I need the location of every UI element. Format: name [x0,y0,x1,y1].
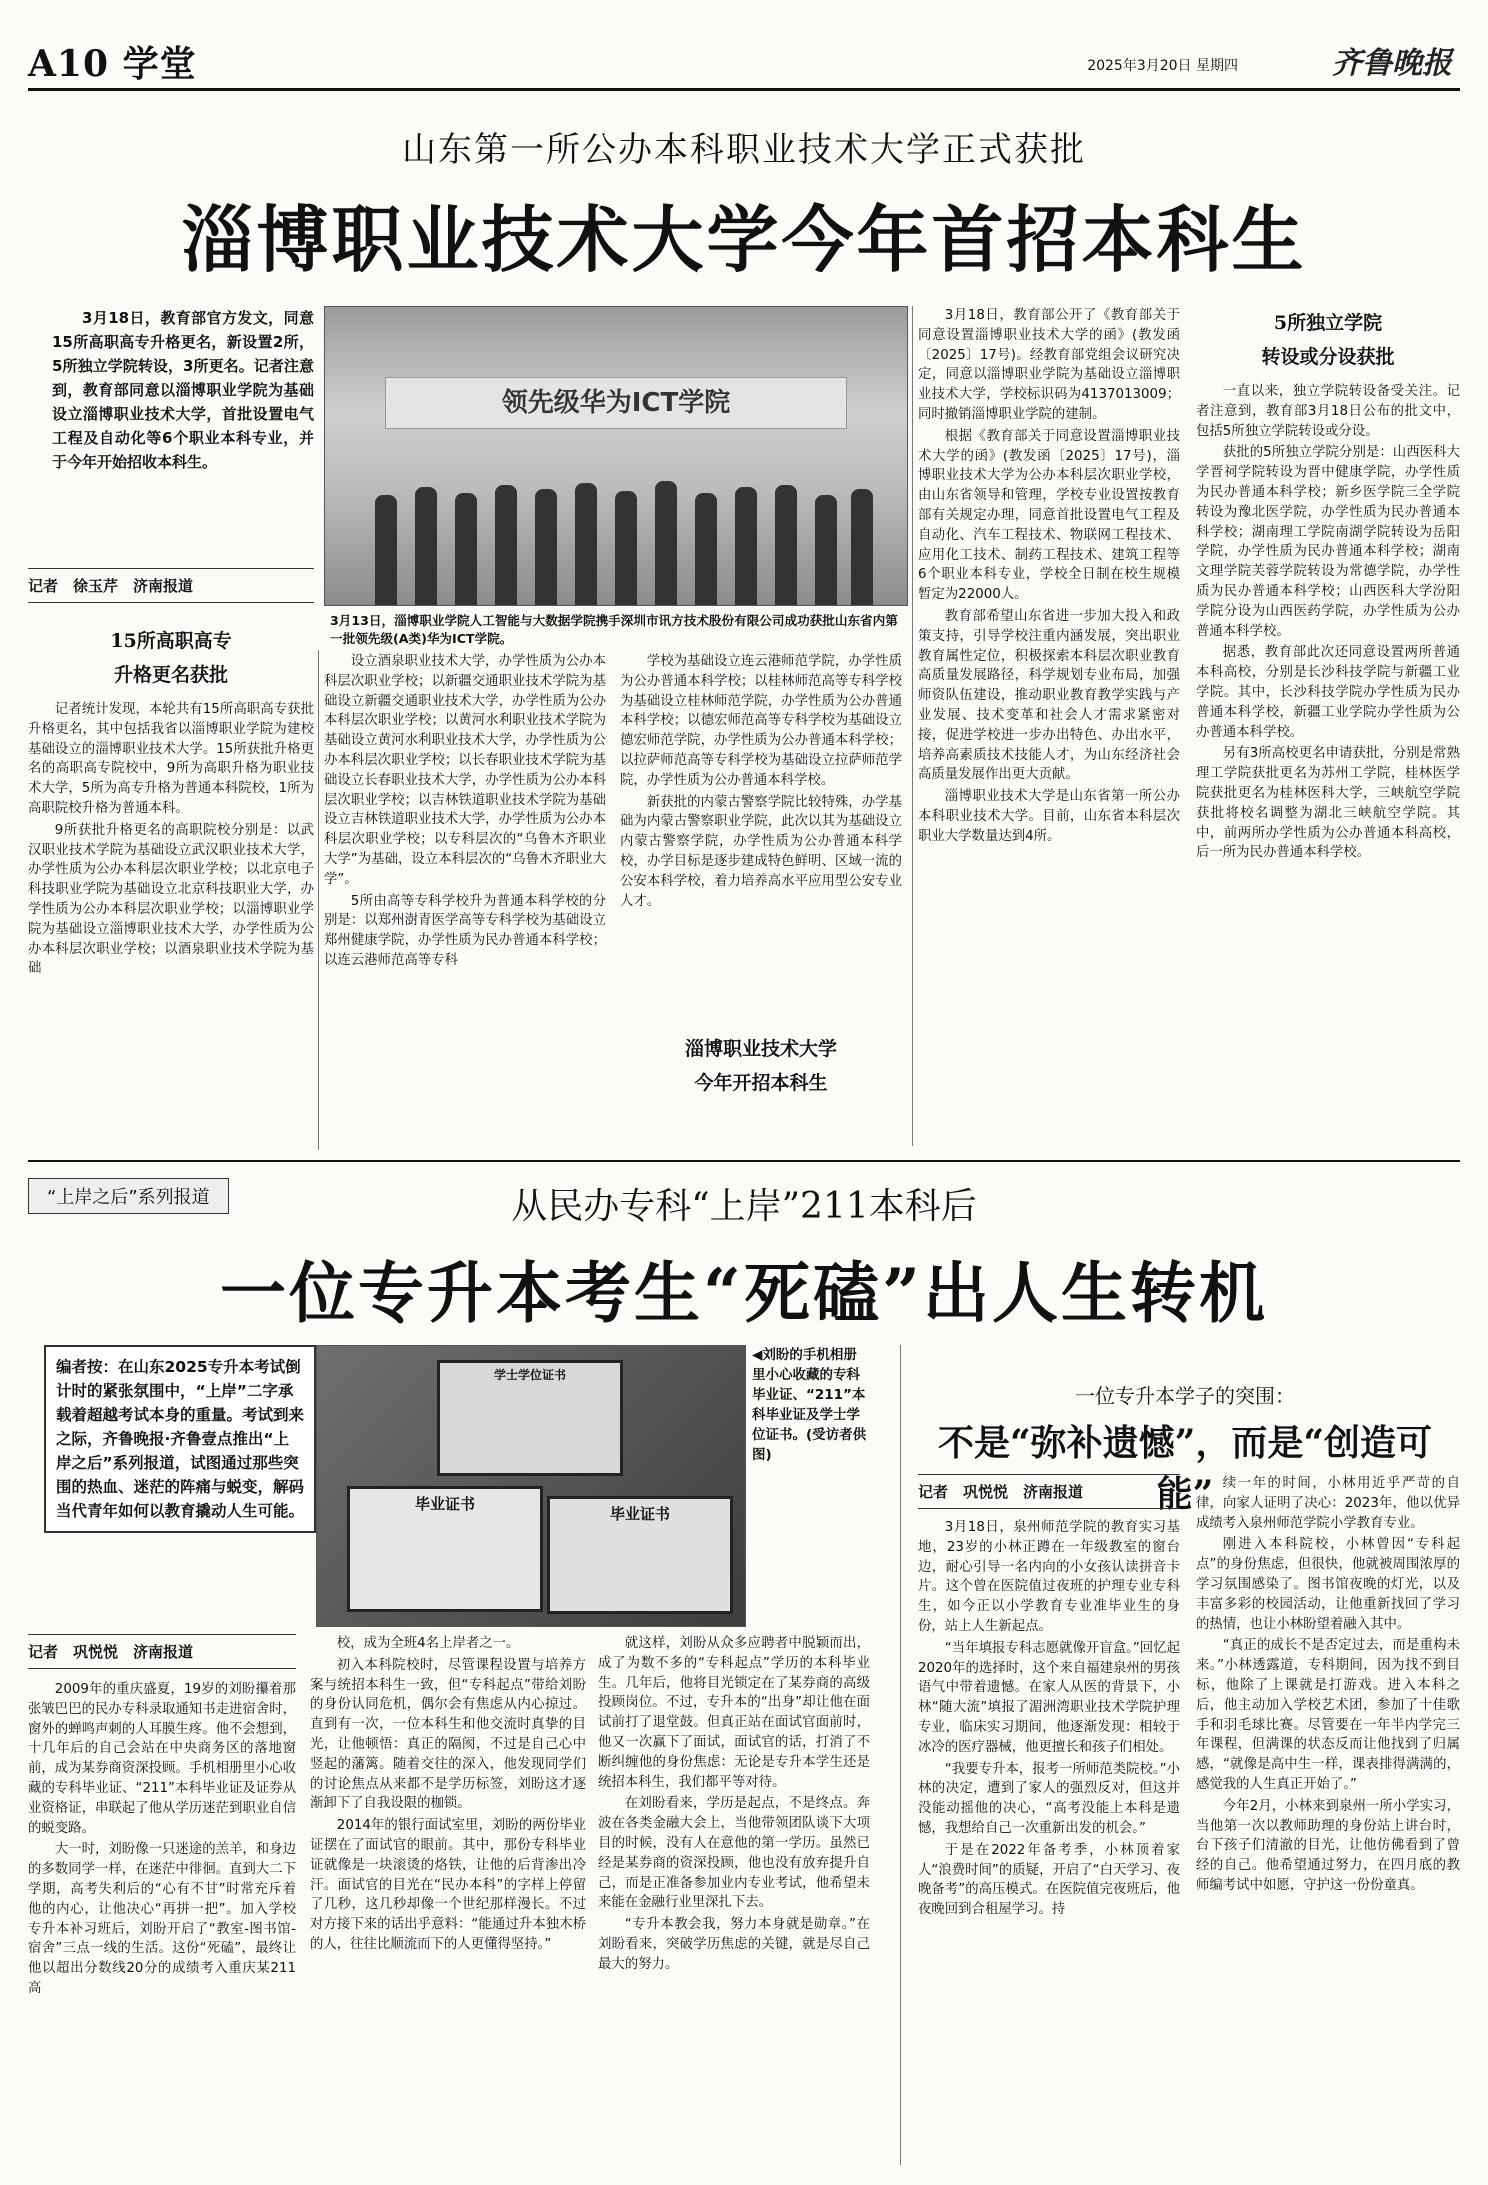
article1-column-2 [324,652,606,973]
ict-college-photo [324,306,908,606]
paragraph: 据悉，教育部此次还同意设置两所普通本科高校，分别是长沙科技学院与新疆工业学院。其中，长沙科技学院办学性质为民办普通本科学校，新疆工业学院办学性质为公办普通本科学校。 [1196,645,1460,740]
article2-column-2 [310,1634,586,1957]
article2-column-4 [918,1518,1180,1922]
section-divider [28,1160,1460,1162]
paragraph: “真正的成长不是否定过去，而是重构未来。”小林透露道，专科期间，因为找不到目标，他除了上课就是打游戏。进入本科之后，他主动加入学校艺术团，参加了十佳歌手和羽毛球比赛。尽管要在一年半内学完三年课程，但满课的状态反而让他找到了归属感，“就像是高中生一样，课表排得满满的，感觉我的人生真正开始了。” [1196,1638,1460,1792]
paragraph: 记者统计发现，本轮共有15所高职高专获批升格更名，其中包括我省以淄博职业学院为建校基础设立的淄博职业技术大学。15所获批升格更名的高职高专院校中，9所为高职升格为职业技术大学，5所为高专升格为普通本科院校，1所为高职院校升格为普通本科。 [28,702,314,816]
paragraph: 续一年的时间，小林用近乎严苛的自律，向家人证明了决心：2023年，他以优异成绩考入泉州师范学院小学教育专业。 [1196,1476,1460,1531]
divider [318,650,319,1150]
sub-article-kicker: 一位专升本学子的突围： [1075,1384,1295,1408]
subhead-zibo-admission: 淄博职业技术大学 今年开招本科生 [684,1038,837,1094]
paragraph: 校，成为全班4名上岸者之一。 [336,1636,520,1651]
newspaper-logo: 齐鲁晚报 [1332,46,1452,81]
paragraph: 一直以来，独立学院转设备受关注。记者注意到，教育部3月18日公布的批文中，包括5所独立学院转设或分设。 [1196,384,1460,439]
paragraph: 就这样，刘盼从众多应聘者中脱颖而出，成了为数不多的“专科起点”学历的本科毕业生。几年后，他将目光锁定在了某券商的高级投顾岗位。不过，专升本的“出身”却让他在面试前打了退堂鼓。但真正站在面试官面前时，他又一次赢下了面试，面试官的话，打消了不断纠缠他的身份焦虑：无论是专升本学生还是统招本科生，我们都平等对待。 [598,1636,870,1790]
paragraph: 5所由高等专科学校升为普通本科学校的分别是：以郑州澍青医学高等专科学校为基础设立郑州健康学院，办学性质为民办普通本科学校；以连云港师范高等专科 [324,893,606,968]
editor-note: 编者按：在山东2025专升本考试倒计时的紧张氛围中，“上岸”二字承载着超越考试本身的重量。考试到来之际，齐鲁晚报·齐鲁壹点推出“上岸之后”系列报道，试图通过那些突围的热血、迷茫的阵痛与蜕变，解码当代青年如何以教育撬动人生可能。 [44,1345,316,1533]
paragraph: 淄博职业技术大学是山东省第一所公办本科职业技术大学。目前，山东省本科层次职业大学数量达到4所。 [918,789,1180,844]
article2-column-3 [598,1634,870,1977]
paragraph: “我要专升本，报考一所师范类院校。”小林的决定，遭到了家人的强烈反对，但这并没能动摇他的决心，“高考没能上本科是遗憾，我想给自己一次重新出发的机会。” [918,1761,1180,1836]
degree-certificate: 学士学位证书 [437,1360,623,1476]
article1-headline: 淄博职业技术大学今年首招本科生 [181,197,1307,282]
paragraph: 刚进入本科院校，小林曾因“专科起点”的身份焦虑，但很快，他就被周围浓厚的学习氛围感染了。图书馆夜晚的灯光，以及丰富多彩的校园活动，让他重新找回了学习的热情，也让小林盼望着融入其中。 [1196,1537,1460,1632]
subhead-independent-colleges: 5所独立学院 转设或分设获批 [1261,312,1395,368]
article2-kicker: 从民办专科“上岸”211本科后 [511,1186,977,1227]
paragraph: 大一时，刘盼像一只迷途的羔羊，和身边的多数同学一样，在迷茫中徘徊。直到大二下学期，高考失利后的“心有不甘”时常充斥着他的内心，让他决心“再拼一把”。加入学校专升本补习班后，刘盼开启了“教室-图书馆-宿舍”三点一线的生活。这份“死磕”，最终让他以超出分数线20分的成绩考入重庆某211高 [28,1842,296,1996]
group-of-people [365,437,875,605]
certificates-caption: ◀刘盼的手机相册里小心收藏的专科毕业证、“211”本科毕业证及学士学位证书。(受访者供图) [752,1347,867,1463]
page-section-label: A10 学堂 [28,43,197,85]
paragraph: 另有3所高校更名申请获批，分别是常熟理工学院获批更名为苏州工学院，桂林医学院获批更名为桂林医科大学，三峡航空学院获批将校名调整为湖北三峡航空学院。其中，前两所办学性质为公办普通本科高校，后一所为民办普通本科学校。 [1196,746,1460,861]
paragraph: “专升本教会我，努力本身就是勋章。”在刘盼看来，突破学历焦虑的关键，就是尽自己最大的努力。 [598,1917,870,1972]
paragraph: 根据《教育部关于同意设置淄博职业技术大学的函》(教发函〔2025〕17号)，淄博职业技术大学为公办本科层次职业学校，由山东省领导和管理，学校专业设置按教育部有关规定办理，同意首批设置电气工程及自动化、汽车工程技术、物联网工程技术、应用化工技术、制药工程技术、建筑工程等6个职业本科专业，学校全日制在校生规模暂定为22000人。 [918,428,1180,603]
diploma-2: 毕业证书 [547,1496,733,1614]
article1-column-5 [1196,382,1460,865]
sub-article-title: 不是“弥补遗憾”，而是“创造可能” [937,1422,1433,1515]
paragraph: 获批的5所独立学院分别是：山西医科大学晋祠学院转设为晋中健康学院，办学性质为民办普通本科学校；新乡医学院三全学院转设为豫北医学院，办学性质为民办普通本科学校；湖南理工学院南湖学院转设为岳阳学院，办学性质为民办普通本科学校；湖南文理学院芙蓉学院转设为常德学院，办学性质为民办普通本科学校；山西医科大学汾阳学院分设为山西医药学院，办学性质为公办普通本科学校。 [1196,445,1460,639]
paragraph: 3月18日，泉州师范学院的教育实习基地，23岁的小林正蹲在一年级教室的窗台边，耐心引导一名内向的小女孩认读拼音卡片。这个曾在医院值过夜班的护理专业专科生，如今正以小学教育专业准毕业生的身份，站上人生新起点。 [918,1520,1180,1634]
article2-byline-right: 记者 巩悦悦 济南报道 [918,1474,1180,1509]
paragraph: 3月18日，教育部公开了《教育部关于同意设置淄博职业技术大学的函》(教发函〔2025〕17号)。经教育部党组会议研究决定，同意以淄博职业学院为基础设立淄博职业技术大学，学校标识码为4137013009；同时撤销淄博职业学院的建制。 [918,308,1180,422]
diploma-1: 毕业证书 [347,1486,543,1612]
photo-caption: 3月13日，淄博职业学院人工智能与大数据学院携手深圳市讯方技术股份有限公司成功获批山东省内第一批领先级(A类)华为ICT学院。 [330,613,898,646]
article1-column-4 [918,306,1180,849]
article2-column-5 [1196,1474,1460,1898]
article1-column-1 [28,700,314,981]
paragraph: 于是在2022年备考季，小林顶着家人“浪费时间”的质疑，开启了“白天学习、夜晚备考”的高压模式。在医院值完夜班后，他夜晚回到合租屋学习。持 [918,1842,1180,1918]
article1-kicker: 山东第一所公办本科职业技术大学正式获批 [402,130,1086,170]
article2-byline-left: 记者 巩悦悦 济南报道 [28,1634,296,1669]
paragraph: “当年填报专科志愿就像开盲盒。”回忆起2020年的选择时，这个来自福建泉州的男孩语气中带着遗憾。在家人从医的背景下，小林“随大流”填报了湄洲湾职业技术学院护理专业，临床实习期间，他逐渐发现：相较于冰冷的医疗器械，他更擅长和孩子们相处。 [918,1640,1180,1755]
article1-column-3 [620,652,902,913]
subhead-15-colleges: 15所高职高专 升格更名获批 [110,630,232,686]
paragraph: 2009年的重庆盛夏，19岁的刘盼攥着那张皱巴巴的民办专科录取通知书走进宿舍时，窗外的蝉鸣声刺的人耳膜生疼。他不会想到，十几年后的自己会站在中央商务区的落地窗前，成为某券商资深投顾。手机相册里小心收藏的专科毕业证、“211”本科毕业证及证券从业资格证，串联起了他从学历迷茫到职业自信的蜕变路。 [28,1682,296,1836]
lead-paragraph: 3月18日，教育部官方发文，同意15所高职高专升格更名，新设置2所，5所独立学院转设，3所更名。记者注意到，教育部同意以淄博职业学院为基础设立淄博职业技术大学，首批设置电气工程及自动化等6个职业本科专业，并于今年开始招收本科生。 [52,309,314,471]
top-rule [28,88,1460,91]
photo-banner: 领先级华为ICT学院 [385,377,847,429]
paragraph: 2014年的银行面试室里，刘盼的两份毕业证摆在了面试官的眼前。其中，那份专科毕业证就像是一块滚烫的烙铁，让他的后背渗出冷汗。面试官的目光在“民办本科”的字样上停留了几秒，这几秒却像一个世纪那样漫长。不过对方接下来的话出乎意料：“能通过升本独木桥的人，往往比顺流而下的人更懂得坚持。” [310,1818,586,1952]
article2-column-1 [28,1680,296,2001]
series-tag: “上岸之后”系列报道 [28,1178,229,1214]
paragraph: 在刘盼看来，学历是起点，不是终点。奔波在各类金融大会上，当他带领团队谈下大项目的时候，没有人在意他的第一学历。虽然已经是某券商的资深投顾，他也没有放弃提升自己，而是正准备参加业内专业考试，他希望未来能在金融行业里深扎下去。 [598,1796,870,1911]
paragraph: 学校为基础设立连云港师范学院，办学性质为公办普通本科学校；以桂林师范高等专科学校为基础设立桂林师范学院，办学性质为公办普通本科学校；以德宏师范高等专科学校为基础设立德宏师范学院，办学性质为公办普通本科学校；以拉萨师范高等专科学校为基础设立拉萨师范学院，办学性质为公办普通本科学校。 [620,654,902,788]
divider [900,1345,901,2165]
article1-byline: 记者 徐玉芹 济南报道 [28,568,314,603]
paragraph: 今年2月，小林来到泉州一所小学实习，当他第一次以教师助理的身份站上讲台时，台下孩子们清澈的目光，让他仿佛看到了曾经的自己。他希望通过努力，在四月底的教师编考试中如愿，守护这一份份童真。 [1196,1798,1460,1893]
issue-date: 2025年3月20日 星期四 [1087,58,1238,74]
divider [912,306,913,1146]
article2-headline: 一位专升本考生“死磕”出人生转机 [220,1254,1268,1332]
certificates-photo [316,1345,746,1627]
paragraph: 设立酒泉职业技术大学，办学性质为公办本科层次职业学校；以新疆交通职业技术学院为基础设立新疆交通职业技术大学，办学性质为公办本科层次职业学校；以黄河水利职业技术学院为基础设立黄河水利职业技术大学，办学性质为公办本科层次职业学校；以长春职业技术学院为基础设立长春职业技术大学，办学性质为公办本科层次职业学校；以吉林铁道职业技术学院为基础设立吉林铁道职业技术大学，办学性质为公办本科层次职业学校；以专科层次的“乌鲁木齐职业大学”为基础，设立本科层次的“乌鲁木齐职业大学”。 [324,654,606,887]
paragraph: 9所获批升格更名的高职院校分别是：以武汉职业技术学院为基础设立武汉职业技术大学，办学性质为公办本科层次职业学校；以北京电子科技职业学院为基础设立北京科技职业大学，办学性质为公办本科层次职业学校；以淄博职业学院为基础设立淄博职业技术大学，办学性质为公办本科层次职业学校；以酒泉职业技术学院为基础 [28,822,314,977]
paragraph: 新获批的内蒙古警察学院比较特殊，办学基础为内蒙古警察职业学院，此次以其为基础设立内蒙古警察学院，办学性质为公办普通本科学校，办学目标是逐步建成特色鲜明、区域一流的公安本科学校，着力培养高水平应用型公安专业人才。 [620,794,902,909]
paragraph: 初入本科院校时，尽管课程设置与培养方案与统招本科生一致，但“专科起点”带给刘盼的身份认同危机，偶尔会有焦虑从内心掠过。直到有一次，一位本科生和他交流时真挚的目光，让他顿悟：真正的隔阂，不过是自己心中竖起的藩篱。随着交往的深入，他发现同学们的讨论焦点从来都不是学历标签，刘盼这才逐渐卸下了自我设限的枷锁。 [310,1657,586,1812]
article1-lead [52,306,314,476]
paragraph: 教育部希望山东省进一步加大投入和政策支持，引导学校注重内涵发展，突出职业教育属性定位，积极探索本科层次职业教育高质量发展路径，科学规划专业布局，加强师资队伍建设，推动职业教育教学实践与产业发展、技术变革和社会人才需求紧密对接，促进学校进一步办出特色、办出水平，培养高素质技术技能人才，为山东经济社会高质量发展作出更大贡献。 [918,608,1180,783]
